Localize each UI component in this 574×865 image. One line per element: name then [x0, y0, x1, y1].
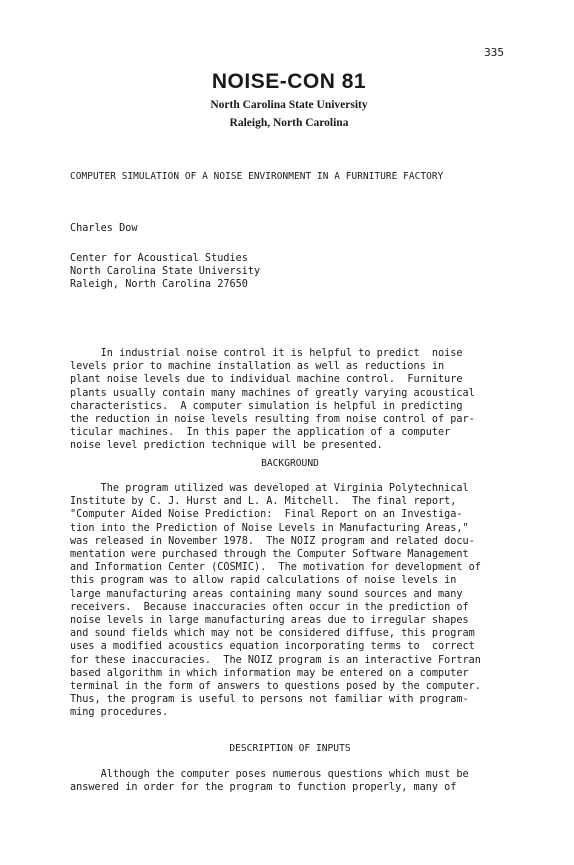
affiliation-line: Center for Acoustical Studies: [70, 253, 248, 264]
text-line: Thus, the program is useful to persons not familiar with program-: [70, 694, 469, 706]
background-paragraph: [70, 482, 500, 720]
conference-location: Raleigh, North Carolina: [229, 117, 349, 129]
text-line: plant noise levels due to individual machine control. Furniture: [70, 374, 463, 386]
text-line: noise levels in large manufacturing areas due to irregular shapes: [70, 615, 469, 627]
text-line: levels prior to machine installation as well as reductions in: [70, 361, 445, 373]
text-line: was released in November 1978. The NOIZ program and related docu-: [70, 535, 475, 547]
text-line: Although the computer poses numerous questions which must be: [70, 769, 469, 780]
text-line: plants usually contain many machines of greatly varying acoustical: [70, 387, 475, 399]
text-line: this program was to allow rapid calculations of noise levels in: [70, 575, 457, 587]
affiliation-line: Raleigh, North Carolina 27650: [70, 279, 248, 291]
inputs-paragraph: [70, 768, 500, 794]
text-line: the reduction in noise levels resulting from noise control of par-: [70, 414, 475, 426]
text-line: answered in order for the program to function properly, many of: [70, 782, 457, 794]
text-line: uses a modified acoustics equation incorporating terms to correct: [70, 641, 475, 653]
text-line: Institute by C. J. Hurst and L. A. Mitchell. The final report,: [70, 496, 457, 508]
text-line: In industrial noise control it is helpful to predict noise: [70, 348, 463, 359]
text-line: characteristics. A computer simulation is helpful in predicting: [70, 400, 463, 412]
paper-title: COMPUTER SIMULATION OF A NOISE ENVIRONMENT IN A FURNITURE FACTORY: [70, 171, 444, 182]
text-line: and sound fields which may not be considered diffuse, this program: [70, 628, 475, 640]
page-number: 335: [484, 46, 504, 59]
section-heading-background: BACKGROUND: [261, 458, 319, 469]
text-line: based algorithm in which information may be entered on a computer: [70, 667, 469, 679]
conference-name: NOISE-CON 81: [211, 70, 367, 93]
text-line: tion into the Prediction of Noise Levels in Manufacturing Areas,": [70, 522, 469, 534]
intro-paragraph: [70, 347, 500, 453]
text-line: The program utilized was developed at Virginia Polytechnical: [70, 483, 469, 494]
text-line: noise level prediction technique will be presented.: [70, 440, 383, 452]
text-line: mentation were purchased through the Computer Software Management: [70, 549, 469, 561]
conference-university: North Carolina State University: [210, 99, 368, 111]
section-heading-inputs: DESCRIPTION OF INPUTS: [229, 743, 351, 754]
text-line: receivers. Because inaccuracies often occur in the prediction of: [70, 601, 469, 613]
text-line: and Information Center (COSMIC). The motivation for development of: [70, 562, 481, 574]
author-name: Charles Dow: [70, 223, 138, 234]
text-line: "Computer Aided Noise Prediction: Final Report on an Investiga-: [70, 509, 463, 521]
text-line: for these inaccuracies. The NOIZ program is an interactive Fortran: [70, 654, 481, 666]
text-line: terminal in the form of answers to questions posed by the computer.: [70, 681, 481, 693]
affiliation-line: North Carolina State University: [70, 266, 261, 278]
text-line: large manufacturing areas containing many sound sources and many: [70, 588, 463, 600]
text-line: ticular machines. In this paper the application of a computer: [70, 427, 451, 439]
text-line: ming procedures.: [70, 707, 169, 719]
author-affiliation: [70, 252, 260, 292]
